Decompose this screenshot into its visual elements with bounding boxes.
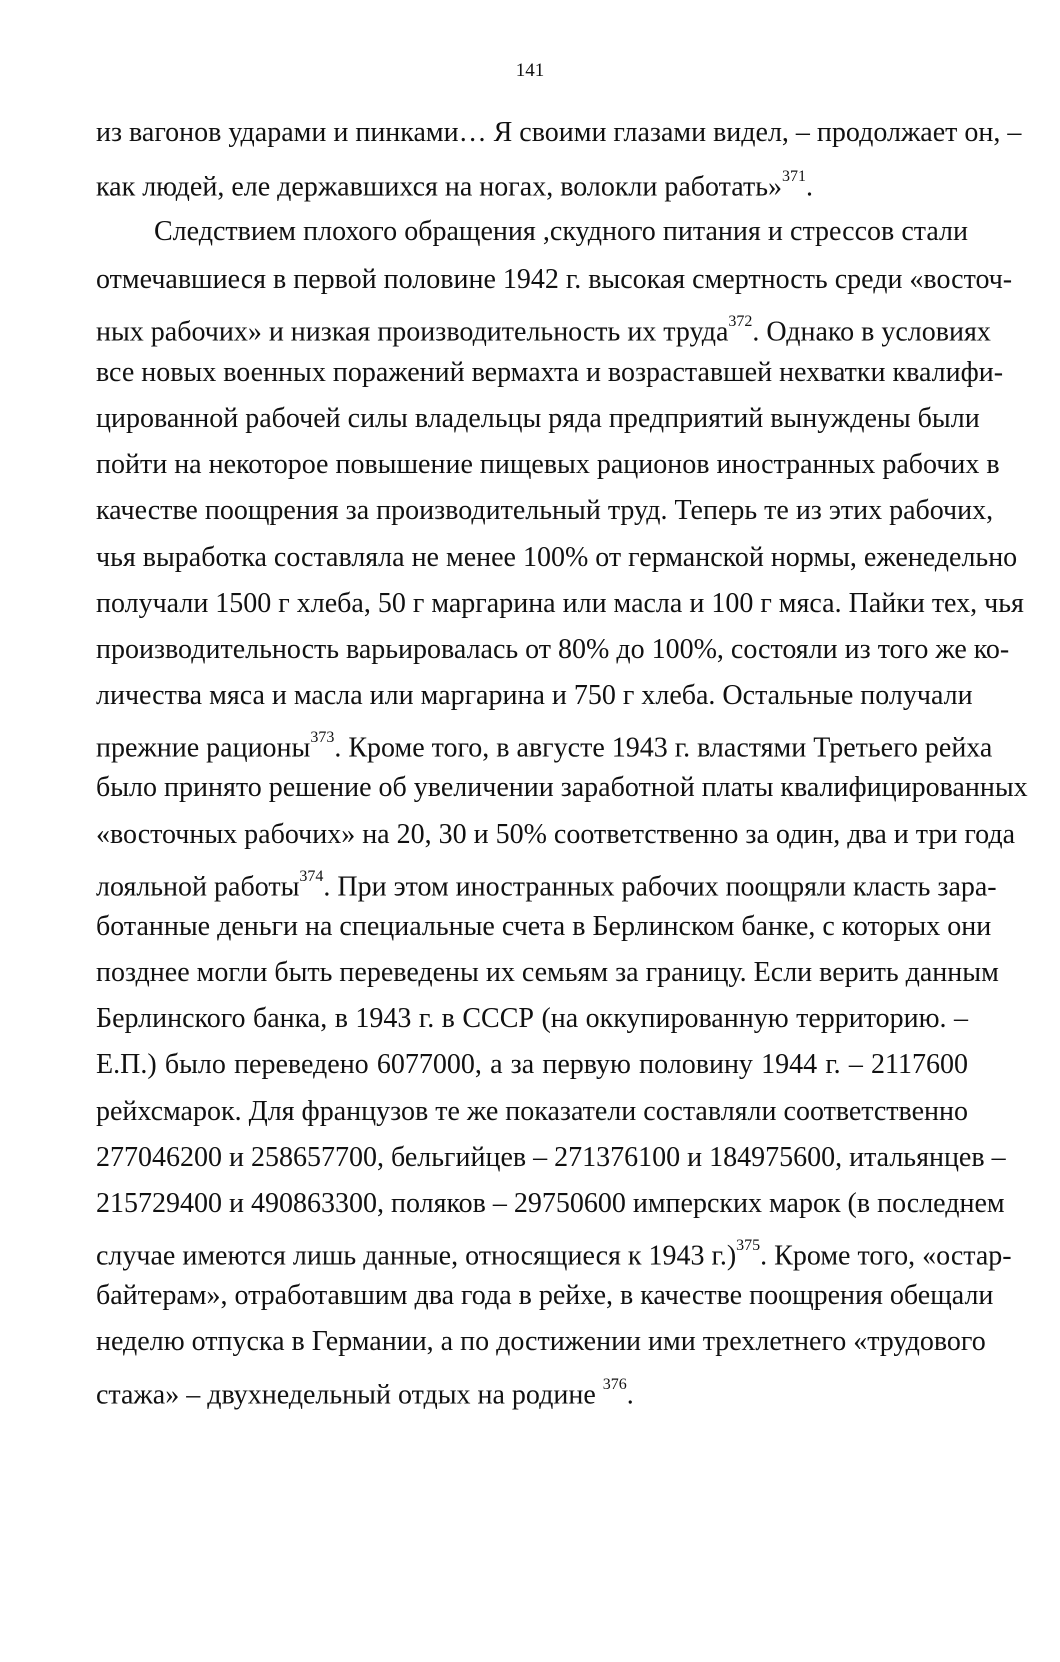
text-line — [96, 1325, 986, 1359]
text-line — [96, 1095, 968, 1129]
line-text: как людей, еле державшихся на ногах, волокли работать» — [96, 171, 782, 203]
text-line — [96, 910, 992, 944]
line-text: все новых военных поражений вермахта и возраставшей нехватки квалифи- — [96, 357, 1004, 388]
text-line — [96, 864, 997, 904]
line-text: рейхсмарок. Для французов те же показатели составляли соответственно — [96, 1096, 968, 1127]
line-text-continued: . — [626, 1379, 634, 1411]
text-line — [96, 633, 1010, 667]
text-line — [96, 679, 973, 713]
text-line — [96, 725, 993, 765]
footnote-ref: 373 — [310, 729, 335, 746]
page-number: 141 — [515, 60, 545, 81]
text-line — [96, 541, 1018, 575]
line-text: случае имеются лишь данные, относящиеся к 1943 г.) — [96, 1240, 737, 1272]
text-line — [96, 1141, 1006, 1175]
line-text: 277046200 и 258657700, бельгийцев – 271376100 и 184975600, итальянцев – — [96, 1142, 1006, 1173]
line-text: Следствием плохого обращения ,скудного питания и стрессов стали — [154, 216, 968, 247]
footnote-ref: 376 — [602, 1376, 627, 1393]
text-line — [96, 818, 1016, 852]
line-text: цированной рабочей силы владельцы ряда предприятий вынуждены были — [96, 403, 980, 434]
text-line — [96, 356, 1004, 390]
text-line — [96, 164, 968, 204]
text-line — [96, 771, 1028, 805]
footnote-ref: 374 — [299, 868, 324, 885]
text-line — [96, 587, 1024, 621]
text-line — [96, 402, 980, 436]
text-line — [96, 1002, 968, 1036]
line-text-continued: . При этом иностранных рабочих поощряли класть зара- — [323, 871, 997, 903]
line-text: байтерам», отработавшим два года в рейхе, в качестве поощрения обещали — [96, 1280, 994, 1311]
footnote-ref: 371 — [781, 168, 806, 185]
text-line — [96, 1233, 1012, 1273]
text-line — [96, 448, 1000, 482]
line-text: ботанные деньги на специальные счета в Берлинском банке, с которых они — [96, 911, 992, 942]
line-text: личества мяса и масла или маргарина и 750 г хлеба. Остальные получали — [96, 680, 973, 711]
line-text: прежние рационы — [96, 732, 311, 764]
line-text: производительность варьировалась от 80% до 100%, состояли из того же ко- — [96, 634, 1010, 665]
line-text-continued: . Однако в условиях — [752, 316, 991, 348]
text-line — [96, 1187, 1005, 1221]
text-line — [96, 263, 1013, 297]
line-text: Е.П.) было переведено 6077000, а за первую половину 1944 г. – 2117600 — [96, 1049, 968, 1080]
text-line — [96, 309, 991, 349]
text-line — [96, 1048, 968, 1082]
line-text: получали 1500 г хлеба, 50 г маргарина или масла и 100 г мяса. Пайки тех, чья — [96, 588, 1024, 619]
line-text: «восточных рабочих» на 20, 30 и 50% соответственно за один, два и три года — [96, 819, 1016, 850]
line-text: было принято решение об увеличении заработной платы квалифицированных — [96, 772, 1028, 803]
text-line — [154, 215, 968, 249]
text-line — [96, 494, 994, 528]
line-text: позднее могли быть переведены их семьям за границу. Если верить данным — [96, 957, 999, 988]
text-line — [96, 956, 999, 990]
line-text: Берлинского банка, в 1943 г. в СССР (на оккупированную территорию. – — [96, 1003, 968, 1034]
line-text: качестве поощрения за производительный труд. Теперь те из этих рабочих, — [96, 495, 994, 526]
line-text: отмечавшиеся в первой половине 1942 г. высокая смертность среди «восточ- — [96, 264, 1013, 295]
footnote-ref: 375 — [736, 1237, 761, 1254]
line-text: неделю отпуска в Германии, а по достижении ими трехлетнего «трудового — [96, 1326, 986, 1357]
line-text-continued: . — [805, 171, 813, 203]
line-text: лояльной работы — [96, 871, 300, 903]
line-text: стажа» – двухнедельный отдых на родине — [96, 1379, 603, 1411]
text-line — [96, 116, 1022, 150]
line-text: ных рабочих» и низкая производительность их труда — [96, 316, 729, 348]
line-text: из вагонов ударами и пинками… Я своими глазами видел, – продолжает он, – — [96, 117, 1022, 148]
line-text-continued: . Кроме того, в августе 1943 г. властями Третьего рейха — [334, 732, 993, 764]
line-text-continued: . Кроме того, «остар- — [760, 1240, 1012, 1272]
line-text: чья выработка составляла не менее 100% от германской нормы, еженедельно — [96, 542, 1018, 573]
footnote-ref: 372 — [728, 313, 753, 330]
line-text: 215729400 и 490863300, поляков – 29750600 имперских марок (в последнем — [96, 1188, 1005, 1219]
line-text: пойти на некоторое повышение пищевых рационов иностранных рабочих в — [96, 449, 1000, 480]
text-line — [96, 1372, 968, 1412]
text-line — [96, 1279, 994, 1313]
